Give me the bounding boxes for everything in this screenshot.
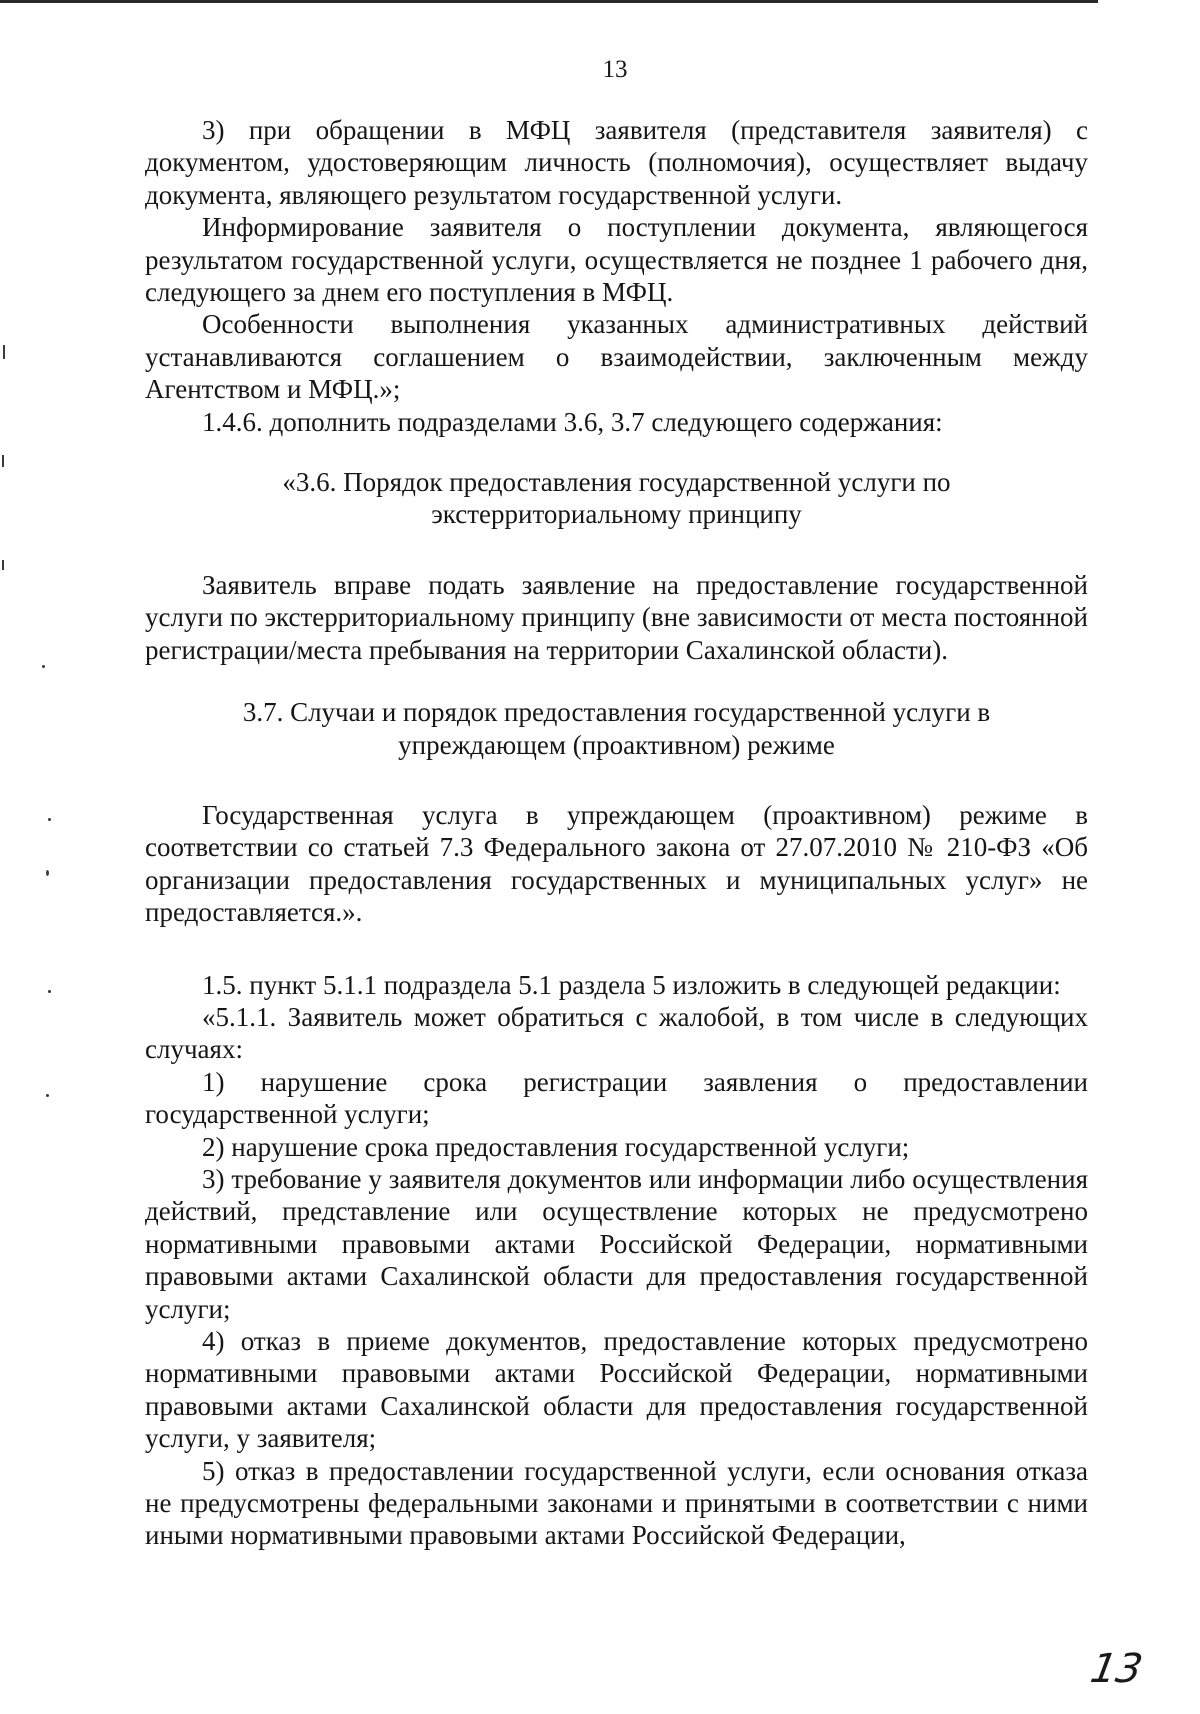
section-heading-3-7	[145, 696, 1088, 761]
handwritten-page-number: 13	[1087, 1646, 1147, 1692]
section-heading-line: упреждающем (проактивном) режиме	[398, 729, 835, 760]
scan-mark	[46, 870, 49, 876]
section-heading-line: «3.6. Порядок предоставления государственной услуги по	[282, 467, 951, 498]
paragraph: 1.5. пункт 5.1.1 подраздела 5.1 раздела 5 изложить в следующей редакции:	[202, 969, 1061, 1000]
paragraph: Информирование заявителя о поступлении документа, являющегося результатом государственной услуги, осуществляется не позднее 1 рабочего дня, следующего за днем его поступления в МФЦ.	[145, 212, 1088, 308]
section-heading-line: экстерриториальному принципу	[431, 499, 802, 530]
paragraph: «5.1.1. Заявитель может обратиться с жалобой, в том числе в следующих случаях:	[145, 1001, 1088, 1065]
scan-mark	[46, 1094, 49, 1097]
list-item: 5) отказ в предоставлении государственной услуги, если основания отказа не предусмотрены федеральными законами и принятыми в соответствии с ними иными нормативными правовыми актами Российской Федерации,	[145, 1455, 1088, 1551]
document-body	[145, 114, 1088, 1552]
paragraph: Особенности выполнения указанных административных действий устанавливаются соглашением о взаимодействии, заключенным между Агентством и МФЦ.»;	[145, 309, 1088, 405]
scan-mark	[2, 560, 4, 570]
scan-mark	[2, 455, 4, 467]
section-3-6-text: Заявитель вправе подать заявление на предоставление государственной услуги по экстерриториальному принципу (вне зависимости от места постоянной регистрации/места пребывания на территории Сахалинской области).	[145, 569, 1088, 665]
section-3-7-text: Государственная услуга в упреждающем (проактивном) режиме в соответствии со статьей 7.3 Федерального закона от 27.07.2010 № 210-ФЗ «Об организации предоставления государственных и муниципальных услуг» не предоставляется.».	[145, 799, 1088, 928]
paragraph: 3) при обращении в МФЦ заявителя (представителя заявителя) с документом, удостоверяющим личность (полномочия), осуществляет выдачу документа, являющего результатом государственной услуги.	[145, 115, 1088, 210]
paragraph: 1.4.6. дополнить подразделами 3.6, 3.7 следующего содержания:	[202, 406, 943, 437]
section-heading-3-6	[145, 466, 1088, 531]
scan-mark	[48, 818, 51, 821]
list-item: 3) требование у заявителя документов или информации либо осуществления действий, представление или осуществление которых не предусмотрено нормативными правовыми актами Российской Федерации, нормативными правовыми актами Сахалинской области для предоставления государственной услуги;	[145, 1163, 1088, 1324]
scan-mark	[42, 665, 45, 668]
list-item: 4) отказ в приеме документов, предоставление которых предусмотрено нормативными правовыми актами Российской Федерации, нормативными правовыми актами Сахалинской области для предоставления государственной услуги, у заявителя;	[145, 1326, 1088, 1454]
scan-mark	[48, 990, 51, 993]
list-item: 1) нарушение срока регистрации заявления о предоставлении государственной услуги;	[145, 1066, 1088, 1130]
section-heading-line: 3.7. Случаи и порядок предоставления государственной услуги в	[242, 697, 991, 728]
scan-mark	[3, 345, 5, 359]
page-number: 13	[602, 56, 628, 83]
list-item: 2) нарушение срока предоставления государственной услуги;	[202, 1131, 910, 1162]
top-border-line	[0, 0, 1098, 3]
